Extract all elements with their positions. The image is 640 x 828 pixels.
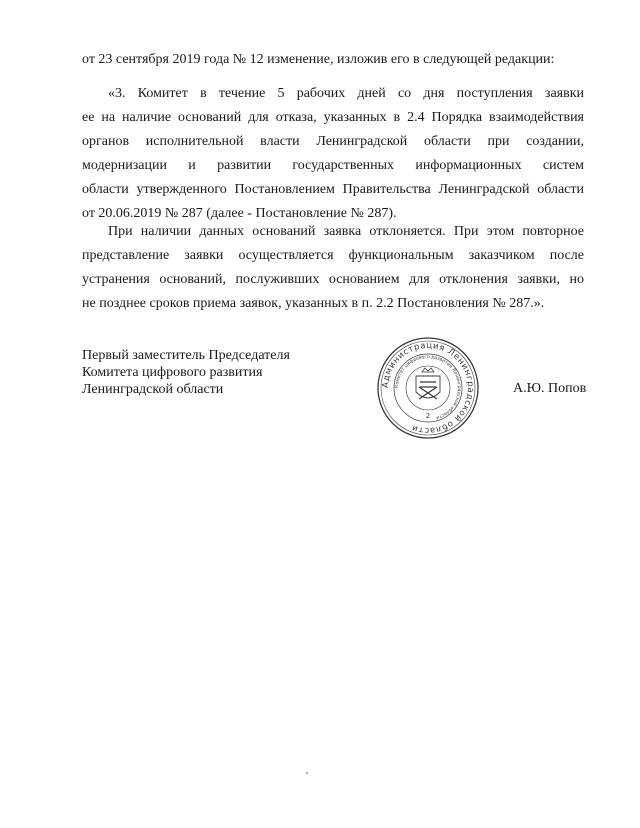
body-line: «3. Комитет в течение 5 рабочих дней со дня поступления заявки xyxy=(108,86,584,101)
body-line: При наличии данных оснований заявка отклоняется. При этом повторное xyxy=(108,224,584,239)
body-line: представление заявки осуществляется функциональным заказчиком после xyxy=(82,248,584,263)
position-line: Комитета цифрового развития xyxy=(82,365,263,380)
quoted-paragraph-1 xyxy=(82,82,584,226)
seal-number: 2 xyxy=(425,412,431,420)
body-line: устранения оснований, послуживших основанием для отклонения заявки, но xyxy=(82,272,584,287)
body-line: не позднее сроков приема заявок, указанных в п. 2.2 Постановления № 287.». xyxy=(82,296,545,311)
signatory-position xyxy=(82,347,290,398)
position-line: Ленинградской области xyxy=(82,382,224,397)
body-line: от 23 сентября 2019 года № 12 изменение, изложив его в следующей редакции: xyxy=(82,52,555,67)
body-line: модернизации и развитии государственных информационных систем xyxy=(82,158,584,173)
seal-inner-text: Комитет цифрового развития Ленинградской области xyxy=(394,354,462,420)
body-line: органов исполнительной власти Ленинградской области при создании, xyxy=(82,134,584,149)
coat-of-arms-icon xyxy=(416,368,440,399)
seal-rings xyxy=(378,338,478,438)
body-line: ее на наличие оснований для отказа, указанных в 2.4 Порядка взаимодействия xyxy=(82,110,584,125)
seal-outer-text: Администрация Ленинградской области xyxy=(380,340,476,436)
quoted-paragraph-2 xyxy=(82,220,584,316)
signatory-name: А.Ю. Попов xyxy=(513,381,587,396)
document-body xyxy=(82,48,584,72)
official-seal xyxy=(376,336,480,440)
body-line: от 20.06.2019 № 287 (далее - Постановление № 287). xyxy=(82,206,397,221)
body-line: области утвержденного Постановлением Правительства Ленинградской области xyxy=(82,182,584,197)
scan-speck xyxy=(306,772,308,774)
position-line: Первый заместитель Председателя xyxy=(82,348,290,363)
